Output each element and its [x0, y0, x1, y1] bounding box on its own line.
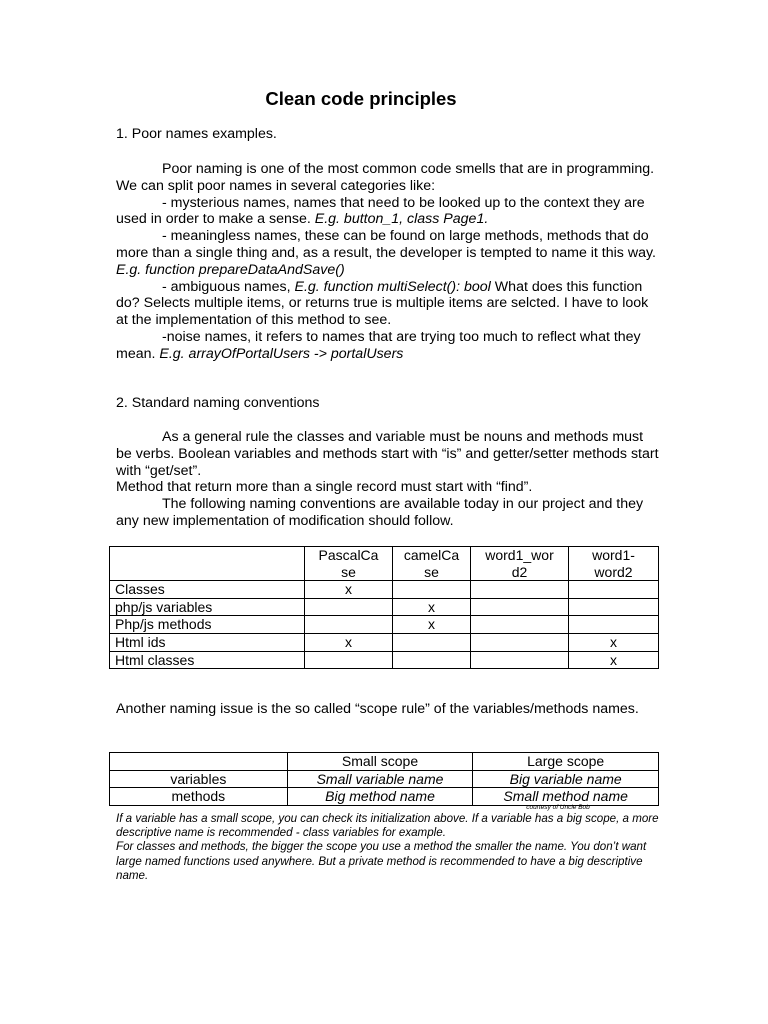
- section1-heading: 1. Poor names examples.: [116, 126, 277, 142]
- table-cell: [569, 616, 659, 634]
- table-cell: x: [305, 581, 393, 599]
- section2-heading: 2. Standard naming conventions: [116, 395, 320, 411]
- table-cell: Big variable name: [473, 770, 659, 788]
- table-header-cell: word1_wor d2: [471, 547, 569, 581]
- section2-para3: The following naming conventions are available today in our project and they any new implementation of modification should follow.: [116, 496, 644, 529]
- ambiguous-after: What does this function do? Selects multiple items, or returns true is multiple items are selcted. I have to look at the implementation of this method to see.: [116, 278, 649, 329]
- meaningless-example: E.g. function prepareDataAndSave(): [116, 261, 345, 278]
- noise-example: E.g. arrayOfPortalUsers -> portalUsers: [159, 345, 404, 362]
- row-label: Html classes: [110, 651, 305, 669]
- meaningless-text: - meaningless names, these can be found on large methods, methods that do more than a single thing and, as a result, the developer is tempted to name it this way.: [116, 228, 656, 261]
- table-header-cell: [110, 547, 305, 581]
- table-header-cell: Large scope: [473, 753, 659, 771]
- ambiguous-example: E.g. function multiSelect(): bool: [294, 278, 491, 295]
- table-cell: [471, 581, 569, 599]
- table-cell: Small method name: [473, 788, 659, 806]
- table-cell: x: [393, 598, 471, 616]
- table-header-cell: camelCa se: [393, 547, 471, 581]
- section1-body: [116, 161, 661, 363]
- table-row: [110, 616, 659, 634]
- table-header-row: [110, 547, 659, 581]
- section1-intro: Poor naming is one of the most common code smells that are in programming. We can split poor names in several categories like:: [116, 161, 655, 194]
- table-header-cell: [110, 753, 288, 771]
- table-header-cell: word1- word2: [569, 547, 659, 581]
- table-header-cell: Small scope: [287, 753, 473, 771]
- table-cell: [305, 616, 393, 634]
- row-label: Classes: [110, 581, 305, 599]
- note-variables: If a variable has a small scope, you can check its initialization above. If a variable has a big scope, a more descriptive name is recommended - class variables for example.: [116, 812, 659, 840]
- mysterious-text: - mysterious names, names that need to be looked up to the context they are used in order to make a sense.: [116, 194, 645, 228]
- table-cell: [305, 598, 393, 616]
- scope-notes: [116, 812, 661, 883]
- row-label: Php/js methods: [110, 616, 305, 634]
- table-cell: [471, 633, 569, 651]
- table-cell: x: [305, 633, 393, 651]
- row-label: php/js variables: [110, 598, 305, 616]
- credit-caption: courtesy of Uncle Bob: [526, 804, 590, 811]
- table-row: [110, 770, 659, 788]
- meaningless-names-item: [116, 228, 661, 278]
- table-cell: [393, 633, 471, 651]
- row-label: methods: [110, 788, 288, 806]
- table-row: [110, 651, 659, 669]
- mysterious-example: E.g. button_1, class Page1.: [314, 211, 489, 228]
- ambiguous-text: - ambiguous names,: [162, 278, 295, 295]
- table-row: [110, 788, 659, 806]
- table-cell: [569, 581, 659, 599]
- table-cell: [471, 598, 569, 616]
- table-cell: [393, 581, 471, 599]
- naming-conventions-table: [109, 546, 659, 669]
- table-cell: x: [393, 616, 471, 634]
- table-cell: x: [569, 633, 659, 651]
- table-cell: Small variable name: [287, 770, 473, 788]
- table-header-row: [110, 753, 659, 771]
- table-row: [110, 581, 659, 599]
- table-cell: [471, 651, 569, 669]
- table-cell: [393, 651, 471, 669]
- table-cell: x: [569, 651, 659, 669]
- scope-intro: Another naming issue is the so called “scope rule” of the variables/methods names.: [116, 701, 639, 717]
- note-methods: For classes and methods, the bigger the scope you use a method the smaller the name. You don’t want large named functions used anywhere. But a private method is recommended to have a big descriptive name.: [116, 840, 647, 882]
- table-cell: [471, 616, 569, 634]
- scope-rule-table: [109, 752, 659, 806]
- section2-body: [116, 429, 661, 530]
- table-cell: [305, 651, 393, 669]
- ambiguous-names-item: [116, 279, 661, 329]
- noise-text: -noise names, it refers to names that are trying too much to reflect what they mean.: [116, 328, 641, 362]
- mysterious-names-item: [116, 195, 661, 229]
- table-cell: [569, 598, 659, 616]
- noise-names-item: [116, 329, 661, 363]
- section2-para2: Method that return more than a single record must start with “find”.: [116, 479, 533, 496]
- section2-para1: As a general rule the classes and variable must be nouns and methods must be verbs. Boolean variables and methods start with “is” and getter/setter methods start with “get/set”.: [116, 429, 659, 479]
- row-label: Html ids: [110, 633, 305, 651]
- table-header-cell: PascalCa se: [305, 547, 393, 581]
- page-title: Clean code principles: [265, 88, 457, 109]
- table-row: [110, 633, 659, 651]
- row-label: variables: [110, 770, 288, 788]
- table-cell: Big method name: [287, 788, 473, 806]
- table-row: [110, 598, 659, 616]
